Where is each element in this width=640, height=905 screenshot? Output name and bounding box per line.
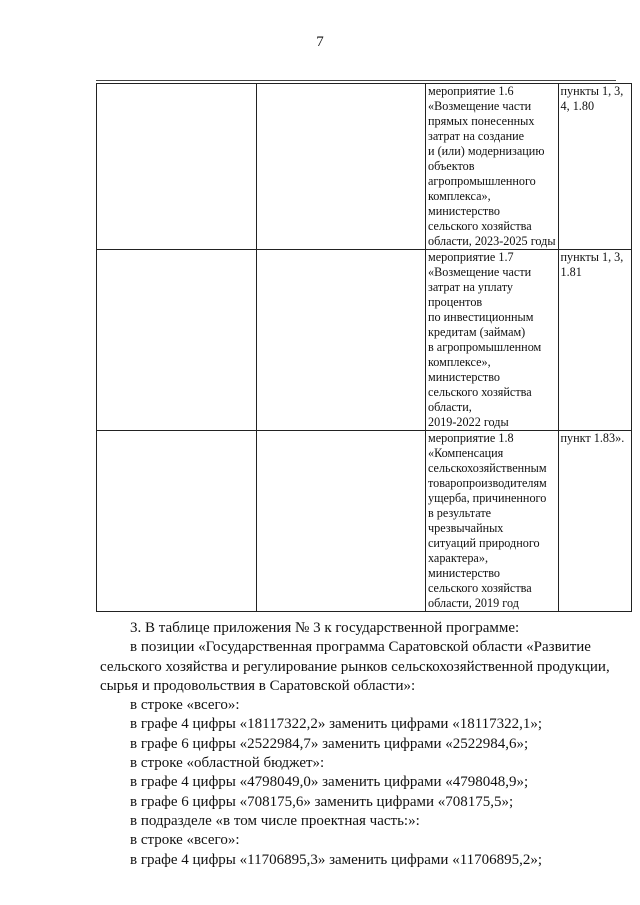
page-number: 7 [316, 34, 324, 50]
cell-line: 4, 1.80 [560, 99, 595, 113]
cell-line: кредитам (займам) [428, 325, 526, 339]
table-cell-col4 [558, 250, 631, 431]
cell-line: и (или) модернизацию [428, 144, 545, 158]
cell-line: области, [428, 400, 472, 414]
cell-line: затрат на создание [428, 129, 525, 143]
cell-line: сельского хозяйства [428, 385, 532, 399]
cell-line: чрезвычайных [428, 521, 504, 535]
paragraph-subsection-project: в подразделе «в том числе проектная часть:»: [130, 812, 420, 829]
cell-line: мероприятие 1.6 [428, 84, 514, 98]
paragraph-row-total: в строке «всего»: [130, 697, 240, 714]
cell-line: пункты 1, 3, [560, 250, 624, 264]
cell-line: «Возмещение части [428, 99, 532, 113]
cell-line: ситуаций природного [428, 536, 540, 550]
paragraph-col6-regional: в графе 6 цифры «708175,6» заменить цифрами «708175,5»; [130, 793, 514, 810]
paragraph-position: в позиции «Государственная программа Саратовской области «Развитие сельского хозяйства и регулирование рынков сельскохозяйственной продукции, сырья и продовольствия в Саратовской области»: [100, 639, 610, 694]
table-row [97, 250, 632, 431]
table-cell-col4 [558, 431, 631, 612]
paragraph-col4-project: в графе 4 цифры «11706895,3» заменить цифрами «11706895,2»; [130, 851, 543, 868]
cell-line: ущерба, причиненного [428, 491, 547, 505]
cell-line: сельскохозяйственным [428, 461, 547, 475]
amendment-text [100, 619, 610, 870]
cell-line: сельского хозяйства [428, 581, 532, 595]
cell-line: по инвестиционным [428, 310, 534, 324]
paragraph-row-regional-budget: в строке «областной бюджет»: [130, 755, 325, 772]
paragraph-item-3: 3. В таблице приложения № 3 к государственной программе: [130, 620, 520, 636]
table-cell-col4 [558, 84, 631, 250]
cell-line: мероприятие 1.8 [428, 431, 514, 445]
table-cell-col2 [257, 250, 426, 431]
cell-line: «Компенсация [428, 446, 504, 460]
paragraph-col4-total: в графе 4 цифры «18117322,2» заменить цифрами «18117322,1»; [130, 716, 543, 733]
cell-line: министерство [428, 204, 501, 218]
cell-line: характера», [428, 551, 488, 565]
top-rule [96, 80, 616, 81]
table-row [97, 84, 632, 250]
cell-line: мероприятие 1.7 [428, 250, 514, 264]
cell-line: процентов [428, 295, 483, 309]
table-cell-col3 [426, 431, 559, 612]
table-cell-col1 [97, 84, 257, 250]
paragraph-row-total-project: в строке «всего»: [130, 832, 240, 849]
cell-line: в результате [428, 506, 492, 520]
cell-line: комплексе», [428, 355, 491, 369]
cell-line: пункт 1.83». [560, 431, 625, 445]
cell-line: «Возмещение части [428, 265, 532, 279]
table-cell-col3 [426, 250, 559, 431]
cell-line: товаропроизводителям [428, 476, 547, 490]
cell-line: министерство [428, 370, 501, 384]
table-cell-col2 [257, 431, 426, 612]
program-table [96, 83, 632, 612]
cell-line: затрат на уплату [428, 280, 513, 294]
cell-line: 1.81 [560, 265, 582, 279]
table-cell-col1 [97, 431, 257, 612]
cell-line: комплекса», [428, 189, 491, 203]
cell-line: министерство [428, 566, 501, 580]
cell-line: в агропромышленном [428, 340, 542, 354]
cell-line: пункты 1, 3, [560, 84, 624, 98]
cell-line: прямых понесенных [428, 114, 535, 128]
table-cell-col3 [426, 84, 559, 250]
cell-line: 2019-2022 годы [428, 415, 509, 429]
cell-line: объектов [428, 159, 475, 173]
table-row [97, 431, 632, 612]
cell-line: области, 2019 год [428, 596, 519, 610]
paragraph-col4-regional: в графе 4 цифры «4798049,0» заменить цифрами «4798048,9»; [130, 774, 529, 791]
cell-line: агропромышленного [428, 174, 536, 188]
cell-line: области, 2023-2025 годы [428, 234, 556, 248]
paragraph-col6-total: в графе 6 цифры «2522984,7» заменить цифрами «2522984,6»; [130, 735, 529, 752]
table-cell-col1 [97, 250, 257, 431]
cell-line: сельского хозяйства [428, 219, 532, 233]
table-cell-col2 [257, 84, 426, 250]
